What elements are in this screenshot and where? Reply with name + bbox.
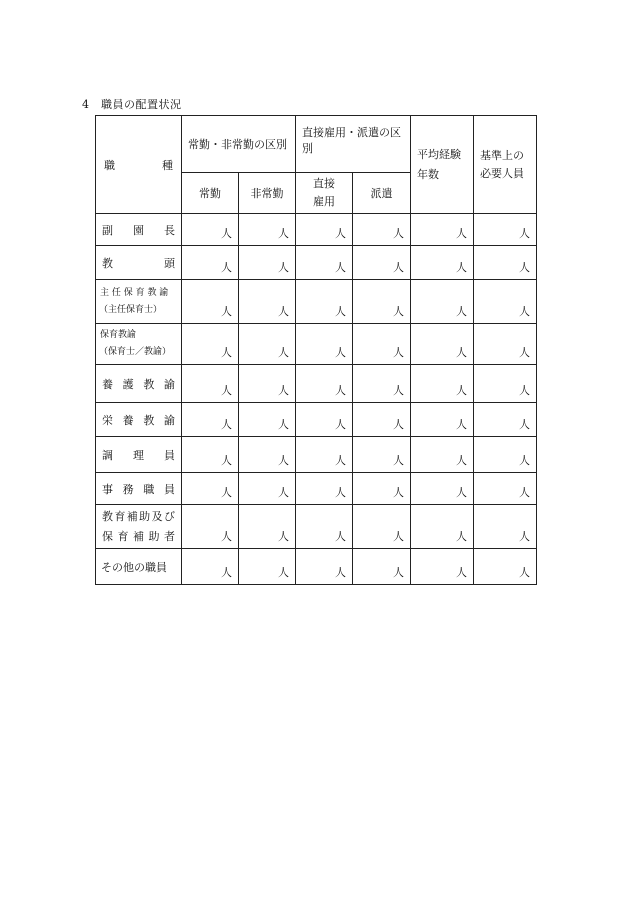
unit-cell[interactable]: 人 — [411, 324, 474, 365]
unit-cell[interactable]: 人 — [411, 505, 474, 549]
unit-cell[interactable]: 人 — [182, 324, 239, 365]
unit-cell[interactable]: 人 — [474, 473, 537, 505]
unit-cell[interactable]: 人 — [353, 403, 411, 437]
header-shokushu: 職 種 — [96, 116, 182, 214]
table-row — [96, 403, 537, 437]
unit-cell[interactable]: 人 — [353, 324, 411, 365]
row-label: 副 園 長 — [96, 214, 182, 246]
table-row — [96, 549, 537, 585]
header-chokusetsu: 直接 雇用 — [296, 173, 353, 214]
table-row — [96, 437, 537, 473]
unit-cell[interactable]: 人 — [474, 365, 537, 403]
unit-cell[interactable]: 人 — [353, 437, 411, 473]
table-row — [96, 365, 537, 403]
unit-cell[interactable]: 人 — [296, 246, 353, 280]
unit-cell[interactable]: 人 — [411, 437, 474, 473]
unit-cell[interactable]: 人 — [182, 280, 239, 324]
unit-cell[interactable]: 人 — [239, 324, 296, 365]
table-row — [96, 473, 537, 505]
unit-cell[interactable]: 人 — [474, 246, 537, 280]
unit-cell[interactable]: 人 — [296, 473, 353, 505]
table-row — [96, 246, 537, 280]
unit-cell[interactable]: 人 — [353, 280, 411, 324]
unit-cell[interactable]: 人 — [239, 280, 296, 324]
row-label: その他の職員 — [96, 549, 182, 585]
unit-cell[interactable]: 人 — [239, 403, 296, 437]
unit-cell[interactable]: 人 — [296, 549, 353, 585]
unit-cell[interactable]: 人 — [296, 324, 353, 365]
unit-cell[interactable]: 人 — [182, 246, 239, 280]
unit-cell[interactable]: 人 — [411, 280, 474, 324]
unit-cell[interactable]: 人 — [353, 214, 411, 246]
unit-cell[interactable]: 人 — [296, 214, 353, 246]
row-label: 保育教諭 （保育士／教諭） — [96, 324, 182, 365]
unit-cell[interactable]: 人 — [474, 214, 537, 246]
header-required: 基準上の 必要人員 — [474, 116, 537, 214]
row-label: 教 育 補 助 及 び 保 育 補 助 者 — [96, 505, 182, 549]
row-label: 調 理 員 — [96, 437, 182, 473]
unit-cell[interactable]: 人 — [411, 214, 474, 246]
header-chokusetsu-group: 直接雇用・派遣の区 別 — [296, 116, 411, 173]
unit-cell[interactable]: 人 — [411, 473, 474, 505]
unit-cell[interactable]: 人 — [474, 403, 537, 437]
unit-cell[interactable]: 人 — [474, 280, 537, 324]
unit-cell[interactable]: 人 — [239, 246, 296, 280]
unit-cell[interactable]: 人 — [182, 473, 239, 505]
unit-cell[interactable]: 人 — [296, 403, 353, 437]
unit-cell[interactable]: 人 — [411, 365, 474, 403]
unit-cell[interactable]: 人 — [474, 549, 537, 585]
unit-cell[interactable]: 人 — [353, 246, 411, 280]
unit-cell[interactable]: 人 — [353, 473, 411, 505]
unit-cell[interactable]: 人 — [411, 246, 474, 280]
unit-cell[interactable]: 人 — [411, 403, 474, 437]
header-haken: 派遣 — [353, 173, 411, 214]
row-label: 主 任 保 育 教 諭 （主任保育士） — [96, 280, 182, 324]
unit-cell[interactable]: 人 — [353, 365, 411, 403]
unit-cell[interactable]: 人 — [296, 505, 353, 549]
row-label: 教 頭 — [96, 246, 182, 280]
unit-cell[interactable]: 人 — [239, 437, 296, 473]
unit-cell[interactable]: 人 — [474, 437, 537, 473]
unit-cell[interactable]: 人 — [474, 324, 537, 365]
unit-cell[interactable]: 人 — [353, 549, 411, 585]
unit-cell[interactable]: 人 — [474, 505, 537, 549]
row-label: 栄 養 教 諭 — [96, 403, 182, 437]
unit-cell[interactable]: 人 — [182, 505, 239, 549]
unit-cell[interactable]: 人 — [353, 505, 411, 549]
unit-cell[interactable]: 人 — [239, 505, 296, 549]
unit-cell[interactable]: 人 — [239, 473, 296, 505]
unit-cell[interactable]: 人 — [239, 365, 296, 403]
header-hijoukin: 非常勤 — [239, 173, 296, 214]
table-row — [96, 505, 537, 549]
unit-cell[interactable]: 人 — [182, 365, 239, 403]
staff-allocation-table — [95, 115, 537, 585]
unit-cell[interactable]: 人 — [411, 549, 474, 585]
section-title: 4 職員の配置状況 — [82, 98, 182, 111]
unit-cell[interactable]: 人 — [182, 214, 239, 246]
header-joukin: 常勤 — [182, 173, 239, 214]
row-label: 養 護 教 諭 — [96, 365, 182, 403]
header-joukin-group: 常勤・非常勤の区別 — [182, 116, 296, 173]
table-row — [96, 214, 537, 246]
unit-cell[interactable]: 人 — [182, 403, 239, 437]
unit-cell[interactable]: 人 — [239, 214, 296, 246]
unit-cell[interactable]: 人 — [296, 365, 353, 403]
unit-cell[interactable]: 人 — [182, 437, 239, 473]
row-label: 事 務 職 員 — [96, 473, 182, 505]
unit-cell[interactable]: 人 — [182, 549, 239, 585]
unit-cell[interactable]: 人 — [296, 437, 353, 473]
table-row — [96, 324, 537, 365]
unit-cell[interactable]: 人 — [239, 549, 296, 585]
table-row — [96, 280, 537, 324]
header-avg-experience: 平均経験 年数 — [411, 116, 474, 214]
unit-cell[interactable]: 人 — [296, 280, 353, 324]
